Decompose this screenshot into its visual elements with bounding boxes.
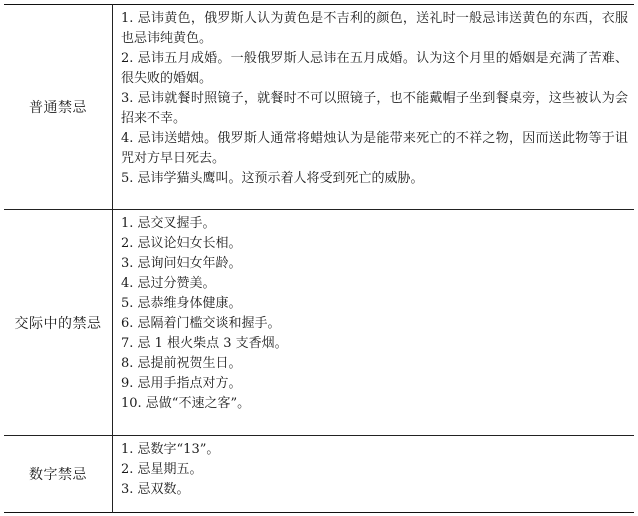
list-item: 6. 忌隔着门槛交谈和握手。 bbox=[121, 316, 281, 331]
list-item: 3. 忌询问妇女年龄。 bbox=[121, 256, 242, 271]
items-cell bbox=[113, 436, 635, 513]
list-item: 3. 忌双数。 bbox=[121, 482, 190, 497]
items-cell bbox=[113, 210, 635, 436]
list-item: 1. 忌交叉握手。 bbox=[121, 216, 216, 231]
taboo-table bbox=[4, 4, 634, 513]
list-item: 2. 忌星期五。 bbox=[121, 462, 203, 477]
list-item: 10. 忌做“不速之客”。 bbox=[121, 396, 251, 411]
list-item: 1. 忌讳黄色，俄罗斯人认为黄色是不吉利的颜色，送礼时一般忌讳送黄色的东西，衣服也忌讳纯黄色。 bbox=[121, 11, 628, 46]
section-numbers bbox=[4, 436, 634, 513]
list-item: 2. 忌讳五月成婚。一般俄罗斯人忌讳在五月成婚。认为这个月里的婚姻是充满了苦难、很失败的婚姻。 bbox=[121, 51, 628, 86]
list-item: 4. 忌过分赞美。 bbox=[121, 276, 216, 291]
section-social bbox=[4, 210, 634, 436]
category-cell: 交际中的禁忌 bbox=[4, 210, 113, 436]
list-item: 2. 忌议论妇女长相。 bbox=[121, 236, 242, 251]
section-general bbox=[4, 5, 634, 210]
list-item: 1. 忌数字“13”。 bbox=[121, 442, 220, 457]
list-item: 3. 忌讳就餐时照镜子，就餐时不可以照镜子，也不能戴帽子坐到餐桌旁，这些被认为会招来不幸。 bbox=[121, 91, 628, 126]
items-cell bbox=[113, 5, 635, 210]
list-item: 5. 忌讳学猫头鹰叫。这预示着人将受到死亡的威胁。 bbox=[121, 171, 424, 186]
category-cell: 普通禁忌 bbox=[4, 5, 113, 210]
category-cell: 数字禁忌 bbox=[4, 436, 113, 513]
list-item: 9. 忌用手指点对方。 bbox=[121, 376, 242, 391]
list-item: 8. 忌提前祝贺生日。 bbox=[121, 356, 242, 371]
list-item: 4. 忌讳送蜡烛。俄罗斯人通常将蜡烛认为是能带来死亡的不祥之物，因而送此物等于诅咒对方早日死去。 bbox=[121, 131, 628, 166]
list-item: 5. 忌恭维身体健康。 bbox=[121, 296, 242, 311]
list-item: 7. 忌 1 根火柴点 3 支香烟。 bbox=[121, 336, 288, 351]
